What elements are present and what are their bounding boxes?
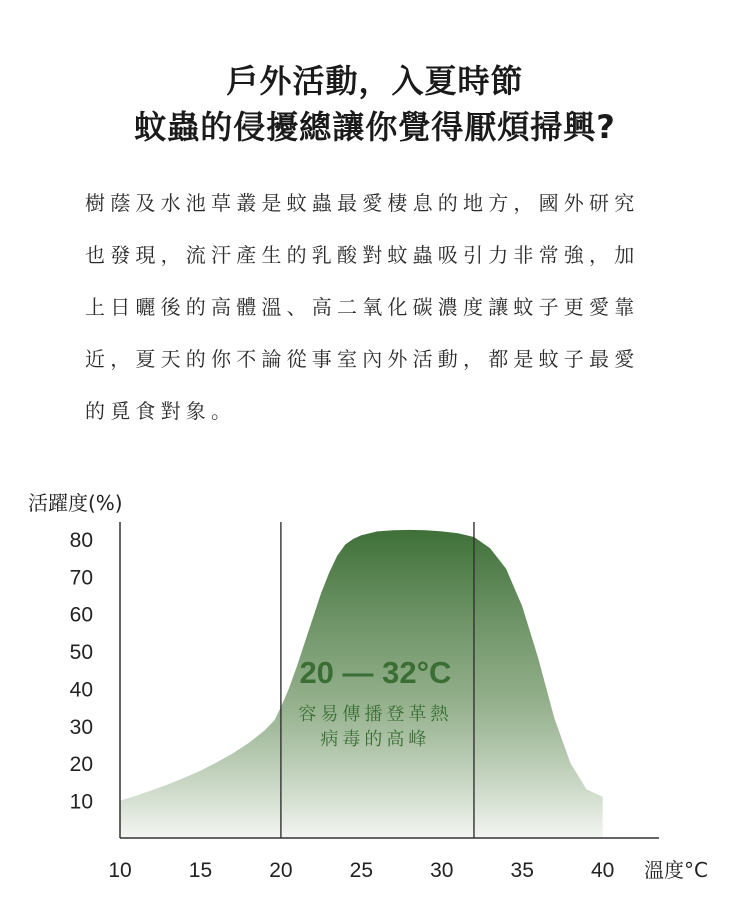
x-tick-label: 20	[269, 859, 293, 882]
y-axis-title: 活躍度(%)	[28, 491, 123, 515]
body-line: 的覓食對象。	[85, 399, 237, 423]
body-line: 上日曬後的高體溫、高二氧化碳濃度讓蚊子更愛靠	[85, 295, 640, 319]
y-tick-label: 60	[69, 603, 93, 627]
body-line: 近，夏天的你不論從事室內外活動，都是蚊子最愛	[85, 347, 640, 371]
x-tick-label: 15	[188, 859, 213, 882]
x-tick-label: 40	[591, 859, 615, 882]
x-axis-title: 溫度°C	[644, 858, 708, 882]
y-tick-label: 40	[69, 678, 93, 702]
x-tick-label: 35	[510, 859, 534, 882]
headline-line-2: 蚊蟲的侵擾總讓你覺得厭煩掃興?	[134, 108, 616, 146]
x-tick-label: 25	[349, 859, 374, 882]
y-tick-label: 20	[69, 753, 93, 777]
range-note-line-1: 容易傳播登革熱	[298, 704, 453, 725]
y-tick-label: 50	[69, 641, 93, 665]
y-tick-label: 80	[69, 528, 93, 552]
body-line: 樹蔭及水池草叢是蚊蟲最愛棲息的地方，國外研究	[85, 191, 640, 215]
temperature-range-label: 20 — 32°C	[299, 655, 452, 690]
y-axis-ticks	[70, 529, 93, 814]
x-tick-label: 10	[108, 859, 132, 882]
body-line: 也發現，流汗產生的乳酸對蚊蟲吸引力非常強，加	[85, 243, 640, 267]
y-tick-label: 10	[69, 790, 93, 814]
headline-line-1: 戶外活動，入夏時節	[226, 62, 524, 100]
x-tick-label: 30	[430, 859, 454, 882]
y-tick-label: 70	[69, 566, 93, 590]
x-axis-ticks	[108, 859, 614, 882]
y-tick-label: 30	[69, 715, 93, 739]
range-note-line-2: 病毒的高峰	[320, 729, 431, 750]
